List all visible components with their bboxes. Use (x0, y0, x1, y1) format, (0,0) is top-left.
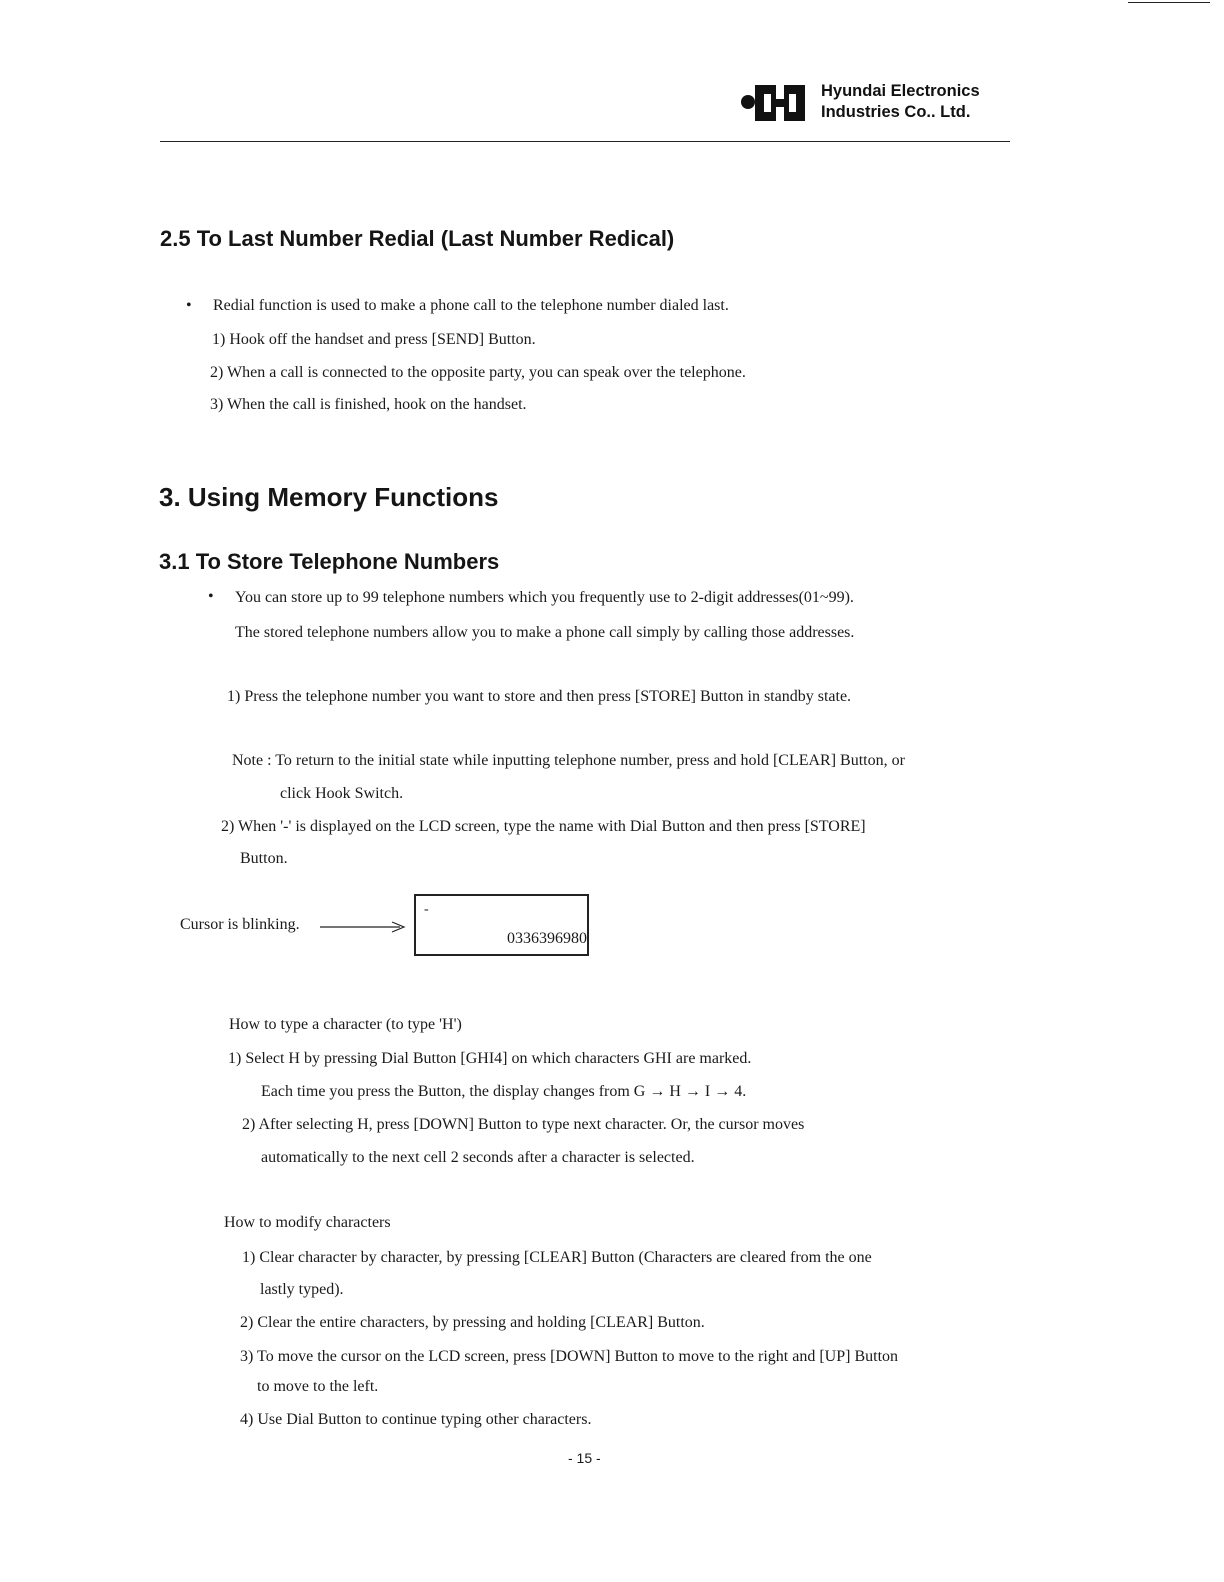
type-step-1-line2: Each time you press the Button, the display changes from G → H → I → 4. (261, 1083, 747, 1100)
logo-dot-icon (741, 95, 755, 109)
modify-step-4: 4) Use Dial Button to continue typing other characters. (240, 1411, 592, 1428)
modify-step-3-line2: to move to the left. (257, 1378, 379, 1395)
lcd-cursor: - (424, 902, 429, 917)
store-step-2-line1: 2) When '-' is displayed on the LCD screen, type the name with Dial Button and then press [STORE] (221, 818, 866, 835)
store-step-2-line2: Button. (240, 850, 288, 867)
hyundai-logo-icon (755, 85, 805, 121)
lcd-number: 0336396980 (507, 930, 587, 947)
type-step-2-line2: automatically to the next cell 2 seconds after a character is selected. (261, 1149, 695, 1166)
section-2-5-heading: 2.5 To Last Number Redial (Last Number Redical) (160, 226, 675, 251)
section-3-1-heading: 3.1 To Store Telephone Numbers (159, 549, 500, 574)
store-note-line2: click Hook Switch. (280, 785, 404, 802)
type-character-title: How to type a character (to type 'H') (229, 1016, 462, 1033)
top-edge-rule (1128, 2, 1210, 3)
lcd-caption: Cursor is blinking. (180, 916, 300, 933)
modify-step-2: 2) Clear the entire characters, by pressing and holding [CLEAR] Button. (240, 1314, 705, 1331)
store-description-line2: The stored telephone numbers allow you to make a phone call simply by calling those addresses. (235, 624, 855, 641)
modify-characters-title: How to modify characters (224, 1214, 391, 1231)
company-name (821, 81, 980, 123)
bullet-dot: • (186, 297, 192, 314)
header-divider (160, 141, 1010, 142)
right-arrow-icon (320, 919, 406, 935)
modify-step-1-line1: 1) Clear character by character, by pressing [CLEAR] Button (Characters are cleared from the one (242, 1249, 872, 1266)
redial-step-2: 2) When a call is connected to the opposite party, you can speak over the telephone. (210, 364, 746, 381)
company-name-line2: Industries Co.. Ltd. (821, 103, 971, 121)
store-note-line1: Note : To return to the initial state while inputting telephone number, press and hold [CLEAR] Button, or (232, 752, 905, 769)
redial-step-1: 1) Hook off the handset and press [SEND] Button. (212, 331, 536, 348)
section-3-heading: 3. Using Memory Functions (159, 482, 499, 512)
type-step-1-line1: 1) Select H by pressing Dial Button [GHI4] on which characters GHI are marked. (228, 1050, 752, 1067)
redial-description: Redial function is used to make a phone call to the telephone number dialed last. (213, 297, 729, 314)
company-name-line1: Hyundai Electronics (821, 82, 980, 100)
store-description-line1: You can store up to 99 telephone numbers which you frequently use to 2-digit addresses(01~99). (235, 589, 854, 606)
bullet-dot: • (208, 588, 214, 605)
type-step-2-line1: 2) After selecting H, press [DOWN] Button to type next character. Or, the cursor moves (242, 1116, 805, 1133)
redial-step-3: 3) When the call is finished, hook on the handset. (210, 396, 527, 413)
store-step-1: 1) Press the telephone number you want to store and then press [STORE] Button in standby state. (227, 688, 852, 705)
page-number: - 15 - (568, 1450, 601, 1466)
modify-step-3-line1: 3) To move the cursor on the LCD screen, press [DOWN] Button to move to the right and [UP] Button (240, 1348, 899, 1365)
lcd-screen (414, 894, 589, 956)
modify-step-1-line2: lastly typed). (260, 1281, 344, 1298)
